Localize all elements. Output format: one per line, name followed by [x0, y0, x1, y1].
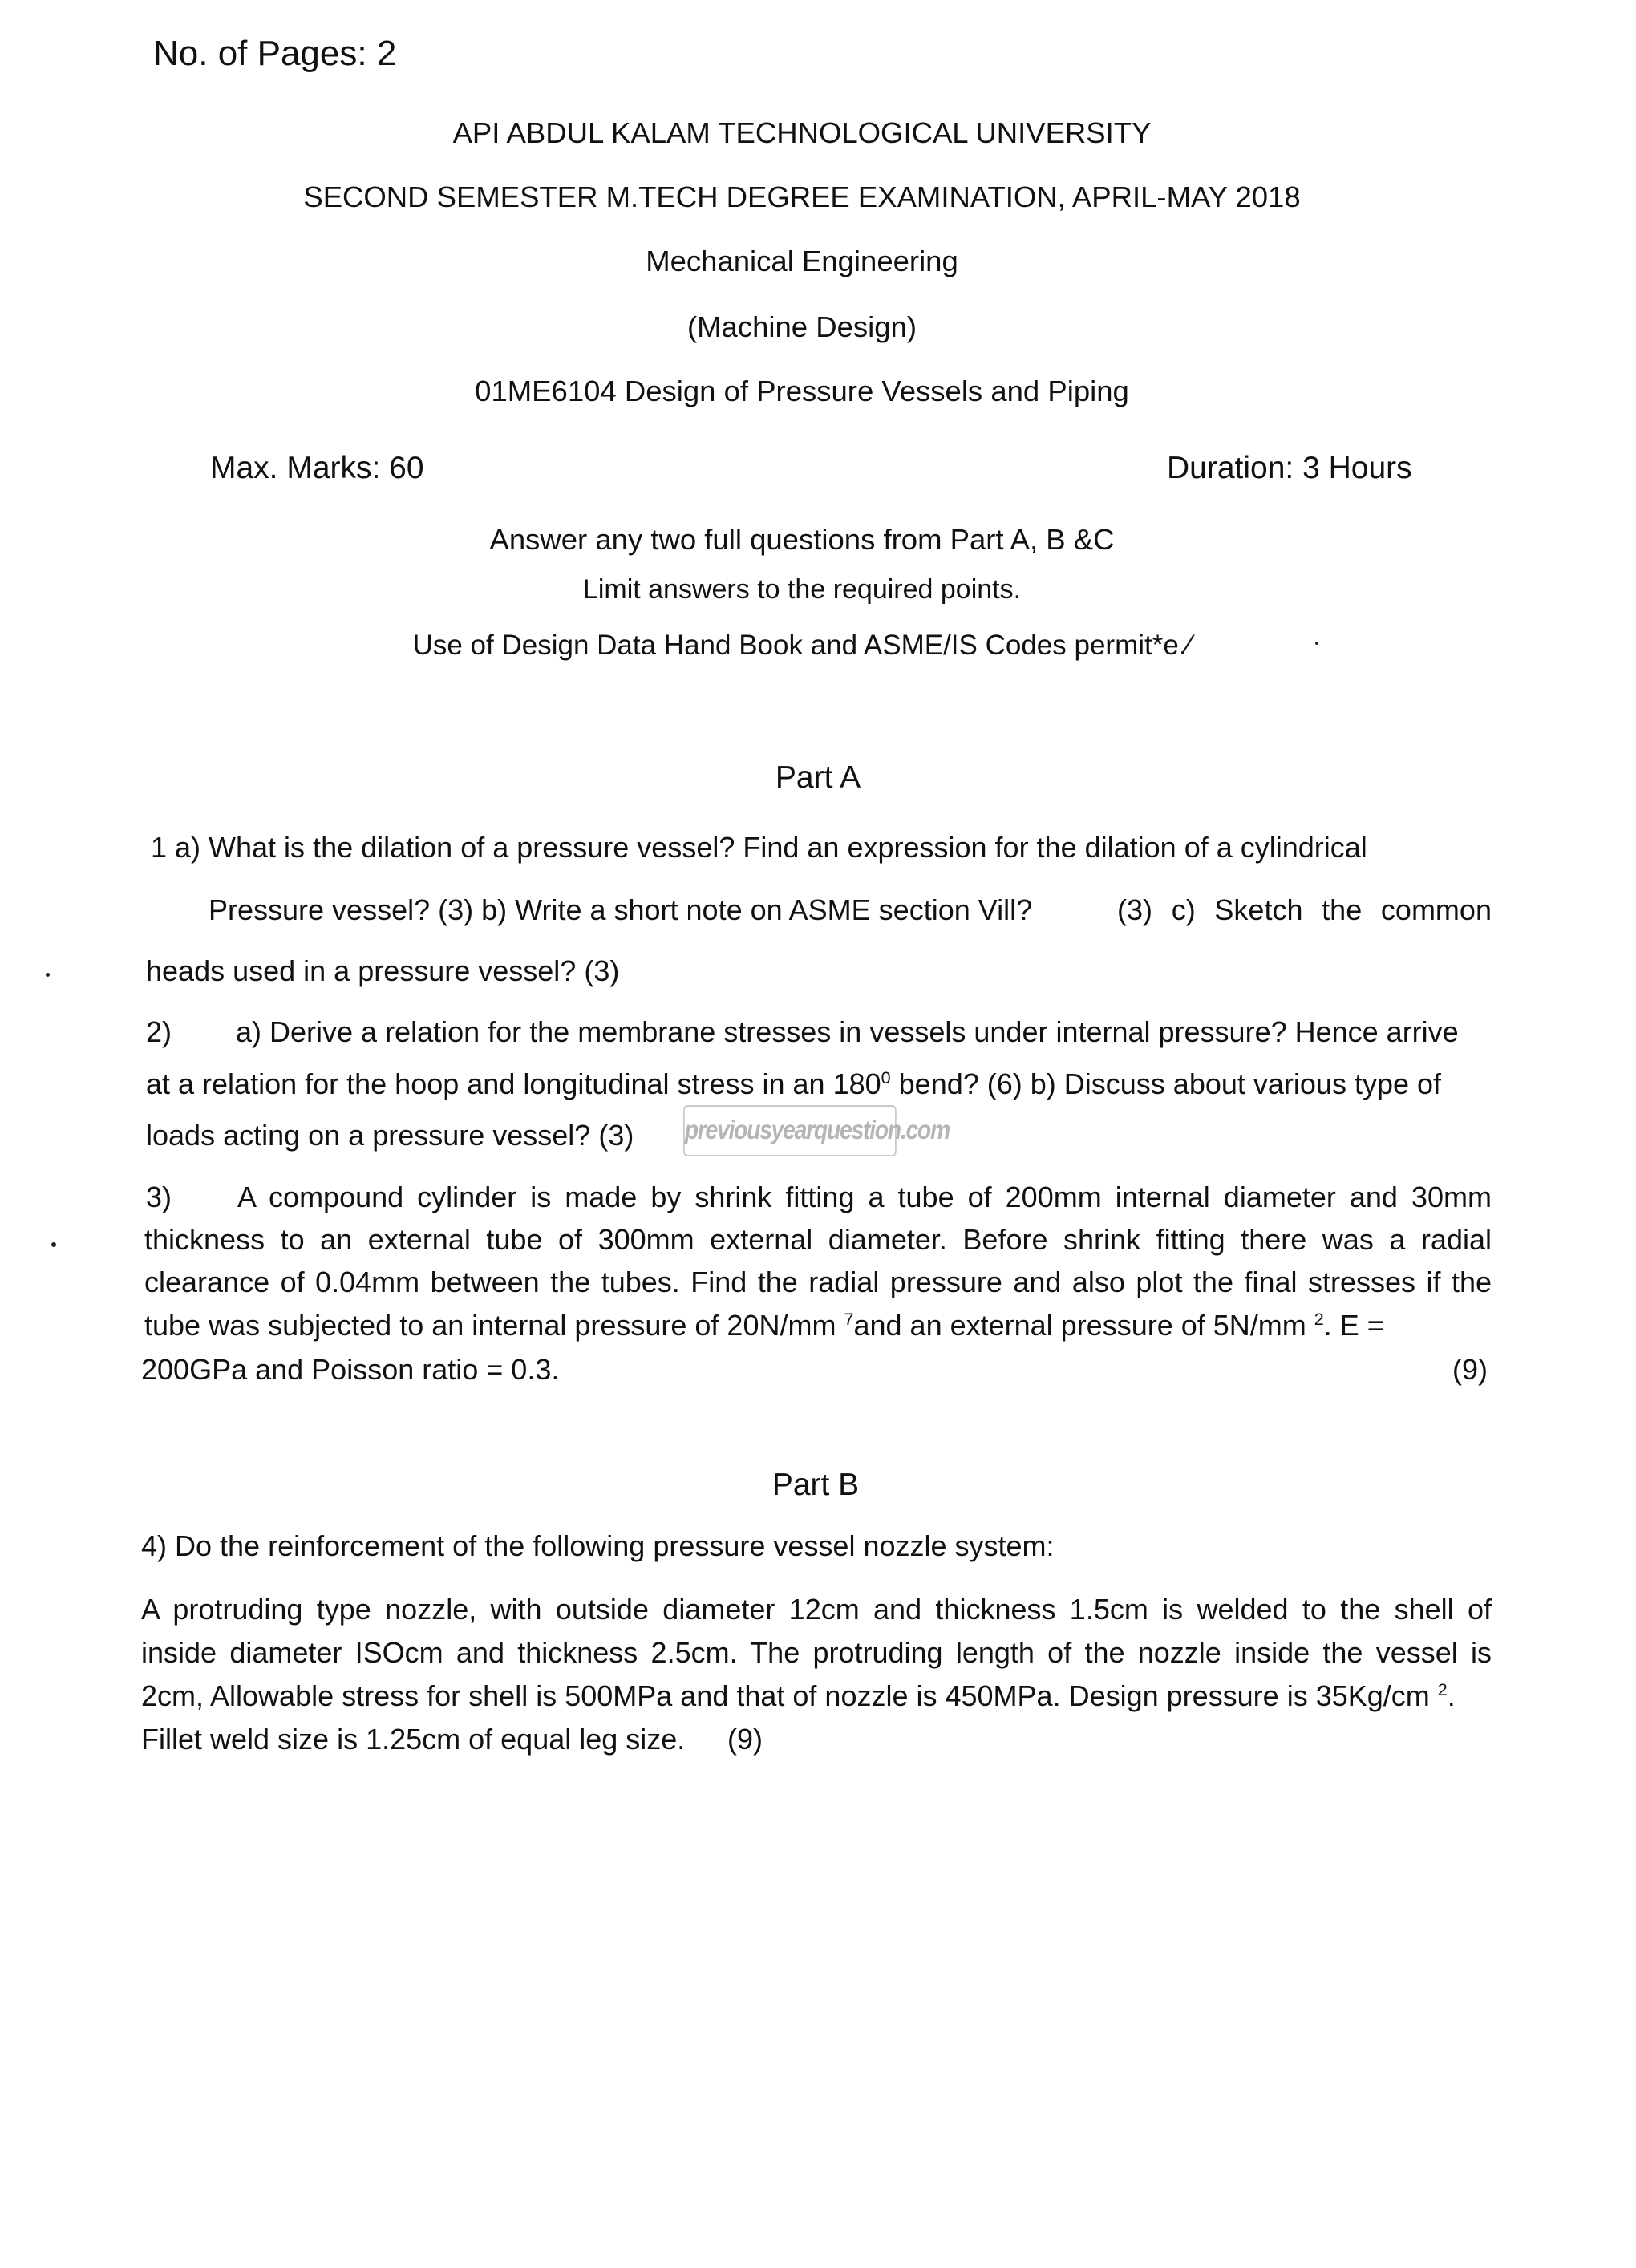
q4-marks: (9): [727, 1723, 763, 1756]
watermark-stamp: previousyearquestion.com: [683, 1105, 897, 1156]
q3-line-1: A compound cylinder is made by shrink fitting a tube of 200mm internal diameter and 30mm: [237, 1181, 1492, 1213]
q3-unit-sup-1: 7: [844, 1309, 854, 1329]
q1-c-label: c): [1171, 893, 1196, 926]
q1-word-sketch: Sketch: [1214, 893, 1303, 926]
margin-dot-1: [46, 973, 50, 977]
branch-name: Mechanical Engineering: [646, 245, 958, 277]
q1-word-common: common: [1380, 893, 1492, 926]
course-title: 01ME6104 Design of Pressure Vessels and Piping: [475, 375, 1129, 407]
part-b-title: Part B: [771, 1468, 860, 1502]
instruction-2: Limit answers to the required points.: [582, 574, 1022, 605]
q1-line-2-text: Pressure vessel? (3) b) Write a short note on ASME section Vill?: [209, 893, 1033, 926]
page-count: No. of Pages: 2: [153, 34, 397, 73]
q2-degree-sup: 0: [881, 1067, 891, 1087]
q2-line-2-part-a: at a relation for the hoop and longitudinal stress in an $180^0$ bend? (6) b) Discuss about various type of: [146, 1067, 1442, 1100]
q2-line-1-text: a) Derive a relation for the membrane stresses in vessels under internal pressure? Hence arrive: [236, 1015, 1459, 1048]
q1-marks-b: (3): [1117, 893, 1152, 926]
stray-mark: [1315, 642, 1318, 645]
q4-para-line-1: A protruding type nozzle, with outside diameter 12cm and thickness 1.5cm is welded to the shell of: [141, 1593, 1492, 1626]
q3-line-3: clearance of 0.04mm between the tubes. Find the radial pressure and also plot the final stresses if the: [144, 1266, 1492, 1298]
q3-line-5: 200GPa and Poisson ratio = 0.3.: [141, 1353, 560, 1386]
q4-para-line-4: Fillet weld size is 1.25cm of equal leg size.: [141, 1723, 686, 1756]
part-a-title: Part A: [775, 760, 861, 795]
exam-title: SECOND SEMESTER M.TECH DEGREE EXAMINATION, APRIL-MAY 2018: [303, 180, 1301, 213]
margin-dot-2: [51, 1242, 56, 1247]
q2-number: 2): [146, 1015, 172, 1048]
q1-line-1: 1 a) What is the dilation of a pressure vessel? Find an expression for the dilation of a cylindrical: [151, 831, 1367, 864]
q2-line-2: [146, 1067, 1492, 1101]
q1-word-the: the: [1322, 893, 1363, 926]
stream-name: (Machine Design): [686, 310, 917, 343]
q3-line-2: thickness to an external tube of 300mm external diameter. Before shrink fitting there was a radial: [144, 1223, 1492, 1256]
q1-line-3: heads used in a pressure vessel? (3): [146, 954, 620, 987]
duration: Duration: 3 Hours: [1167, 451, 1412, 485]
max-marks: Max. Marks: 60: [210, 451, 424, 485]
university-name: API ABDUL KALAM TECHNOLOGICAL UNIVERSITY: [452, 116, 1152, 149]
q2-line-1: [236, 1015, 1492, 1049]
q3-unit-sup-2: 2: [1314, 1309, 1324, 1329]
q3-marks: (9): [1452, 1353, 1488, 1386]
q4-unit-sup: 2: [1437, 1679, 1448, 1699]
q4-para-line-2: inside diameter ISOcm and thickness 2.5cm. The protruding length of the nozzle inside the vessel is: [141, 1636, 1492, 1669]
q3-number: 3): [146, 1181, 172, 1213]
instruction-1: Answer any two full questions from Part A, B &C: [489, 523, 1115, 556]
q2-line-3: loads acting on a pressure vessel? (3): [146, 1119, 634, 1152]
instruction-3: Use of Design Data Hand Book and ASME/IS Codes permit*e.⁄: [412, 630, 1192, 661]
q3-line-4: tube was subjected to an internal pressure of 20N/mm $^7$and an external pressure of 5N/mm $^2$. E =: [144, 1309, 1384, 1342]
q1-line-2: [209, 893, 1492, 927]
q4-line-1: 4) Do the reinforcement of the following pressure vessel nozzle system:: [141, 1529, 1055, 1562]
q4-para-line-3: 2cm, Allowable stress for shell is 500MPa and that of nozzle is 450MPa. Design pressure is 35Kg/cm $^2$.: [141, 1679, 1456, 1712]
